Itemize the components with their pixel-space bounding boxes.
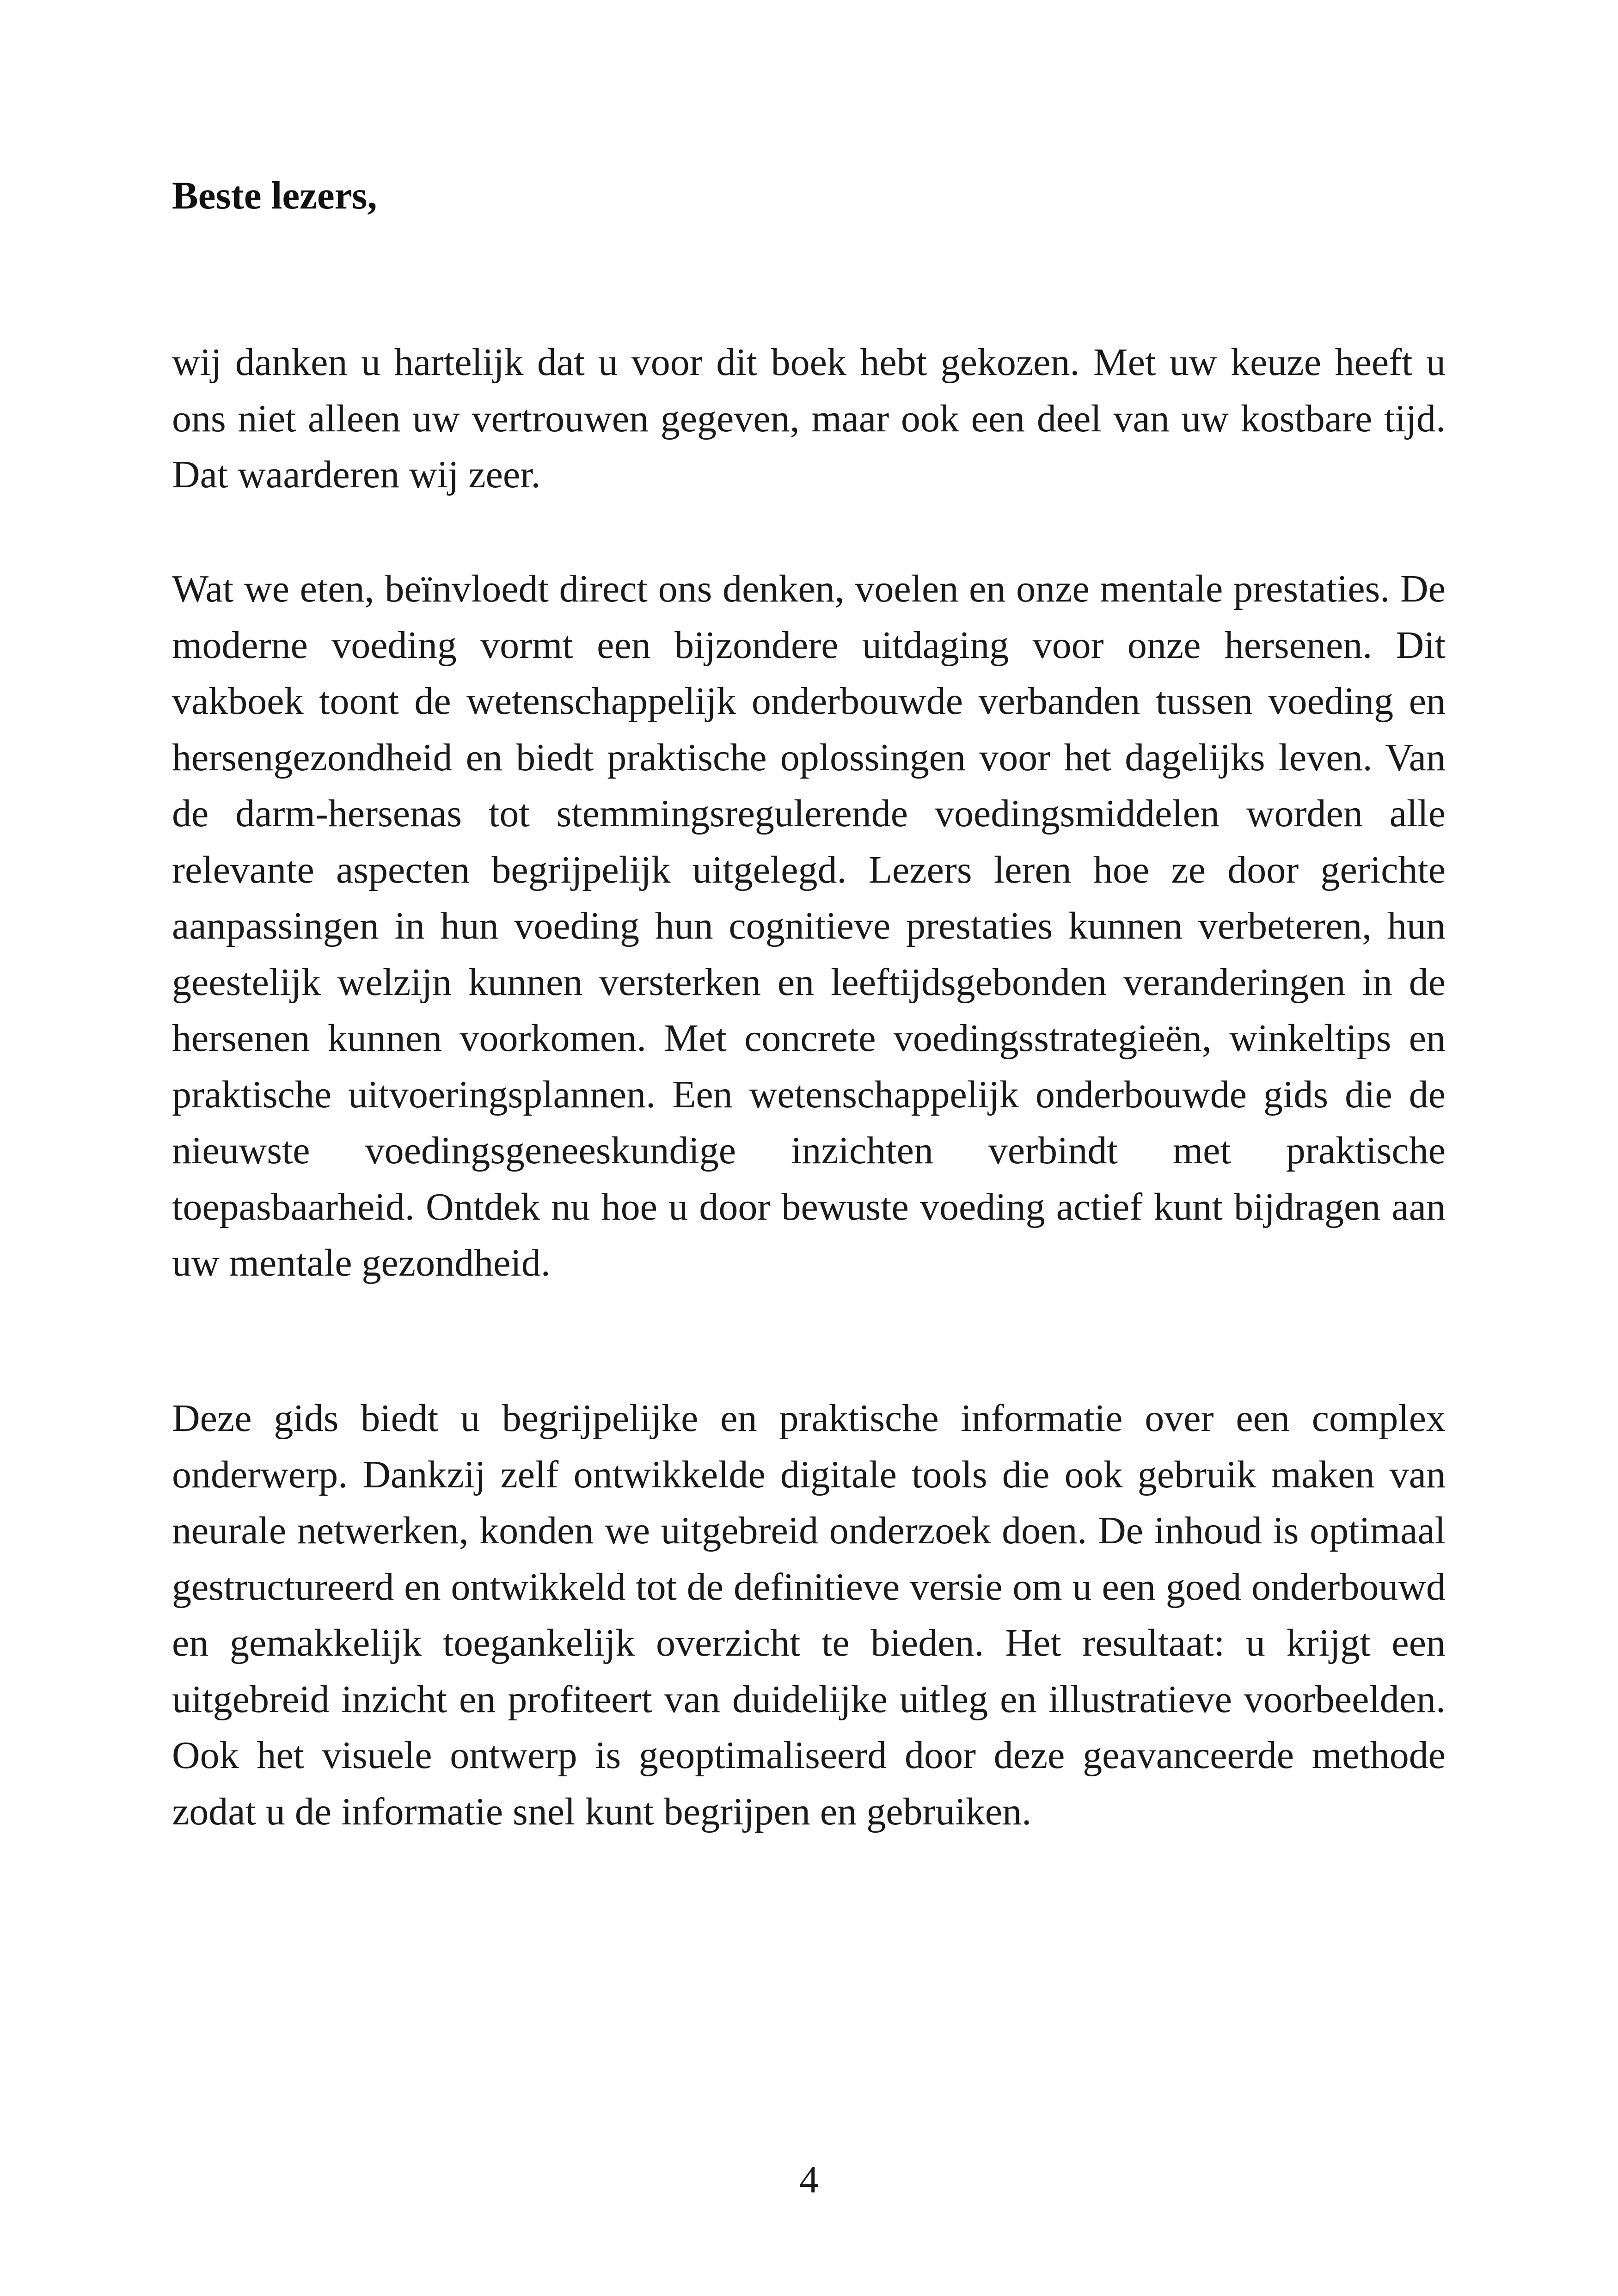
page-number: 4 bbox=[799, 2158, 819, 2201]
paragraph-guide-method: Deze gids biedt u begrijpelijke en praktische informatie over een complex onderwerp. Dankzij zelf ontwikkelde digitale tools die ook gebruik maken van neurale netwerken, konden we uitgebreid onderzoek doen. De inhoud is optimaal gestructureerd en ontwikkeld tot de definitieve versie om u een goed onderbouwd en gemakkelijk toegankelijk overzicht te bieden. Het resultaat: u krijgt een uitgebreid inzicht en profiteert van duidelijke uitleg en illustratieve voorbeelden. Ook het visuele ontwerp is geoptimaliseerd door deze geavanceerde methode zodat u de informatie snel kunt begrijpen en gebruiken. bbox=[172, 1397, 1446, 1833]
paragraph-thanks: wij danken u hartelijk dat u voor dit boek hebt gekozen. Met uw keuze heeft u ons niet alleen uw vertrouwen gegeven, maar ook een deel van uw kostbare tijd. Dat waarderen wij zeer. bbox=[172, 341, 1446, 496]
paragraph-book-description: Wat we eten, beïnvloedt direct ons denken, voelen en onze mentale prestaties. De moderne voeding vormt een bijzondere uitdaging voor onze hersenen. Dit vakboek toont de wetenschappelijk onderbouwde verbanden tussen voeding en hersengezondheid en biedt praktische oplossingen voor het dagelijks leven. Van de darm-hersenas tot stemmingsregulerende voedingsmiddelen worden alle relevante aspecten begrijpelijk uitgelegd. Lezers leren hoe ze door gerichte aanpassingen in hun voeding hun cognitieve prestaties kunnen verbeteren, hun geestelijk welzijn kunnen versterken en leeftijdsgebonden veranderingen in de hersenen kunnen voorkomen. Met concrete voedingsstrategieën, winkeltips en praktische uitvoeringsplannen. Een wetenschappelijk onderbouwde gids die de nieuwste voedingsgeneeskundige inzichten verbindt met praktische toepasbaarheid. Ontdek nu hoe u door bewuste voeding actief kunt bijdragen aan uw mentale gezondheid. bbox=[172, 567, 1446, 1284]
salutation-heading: Beste lezers, bbox=[172, 174, 377, 217]
